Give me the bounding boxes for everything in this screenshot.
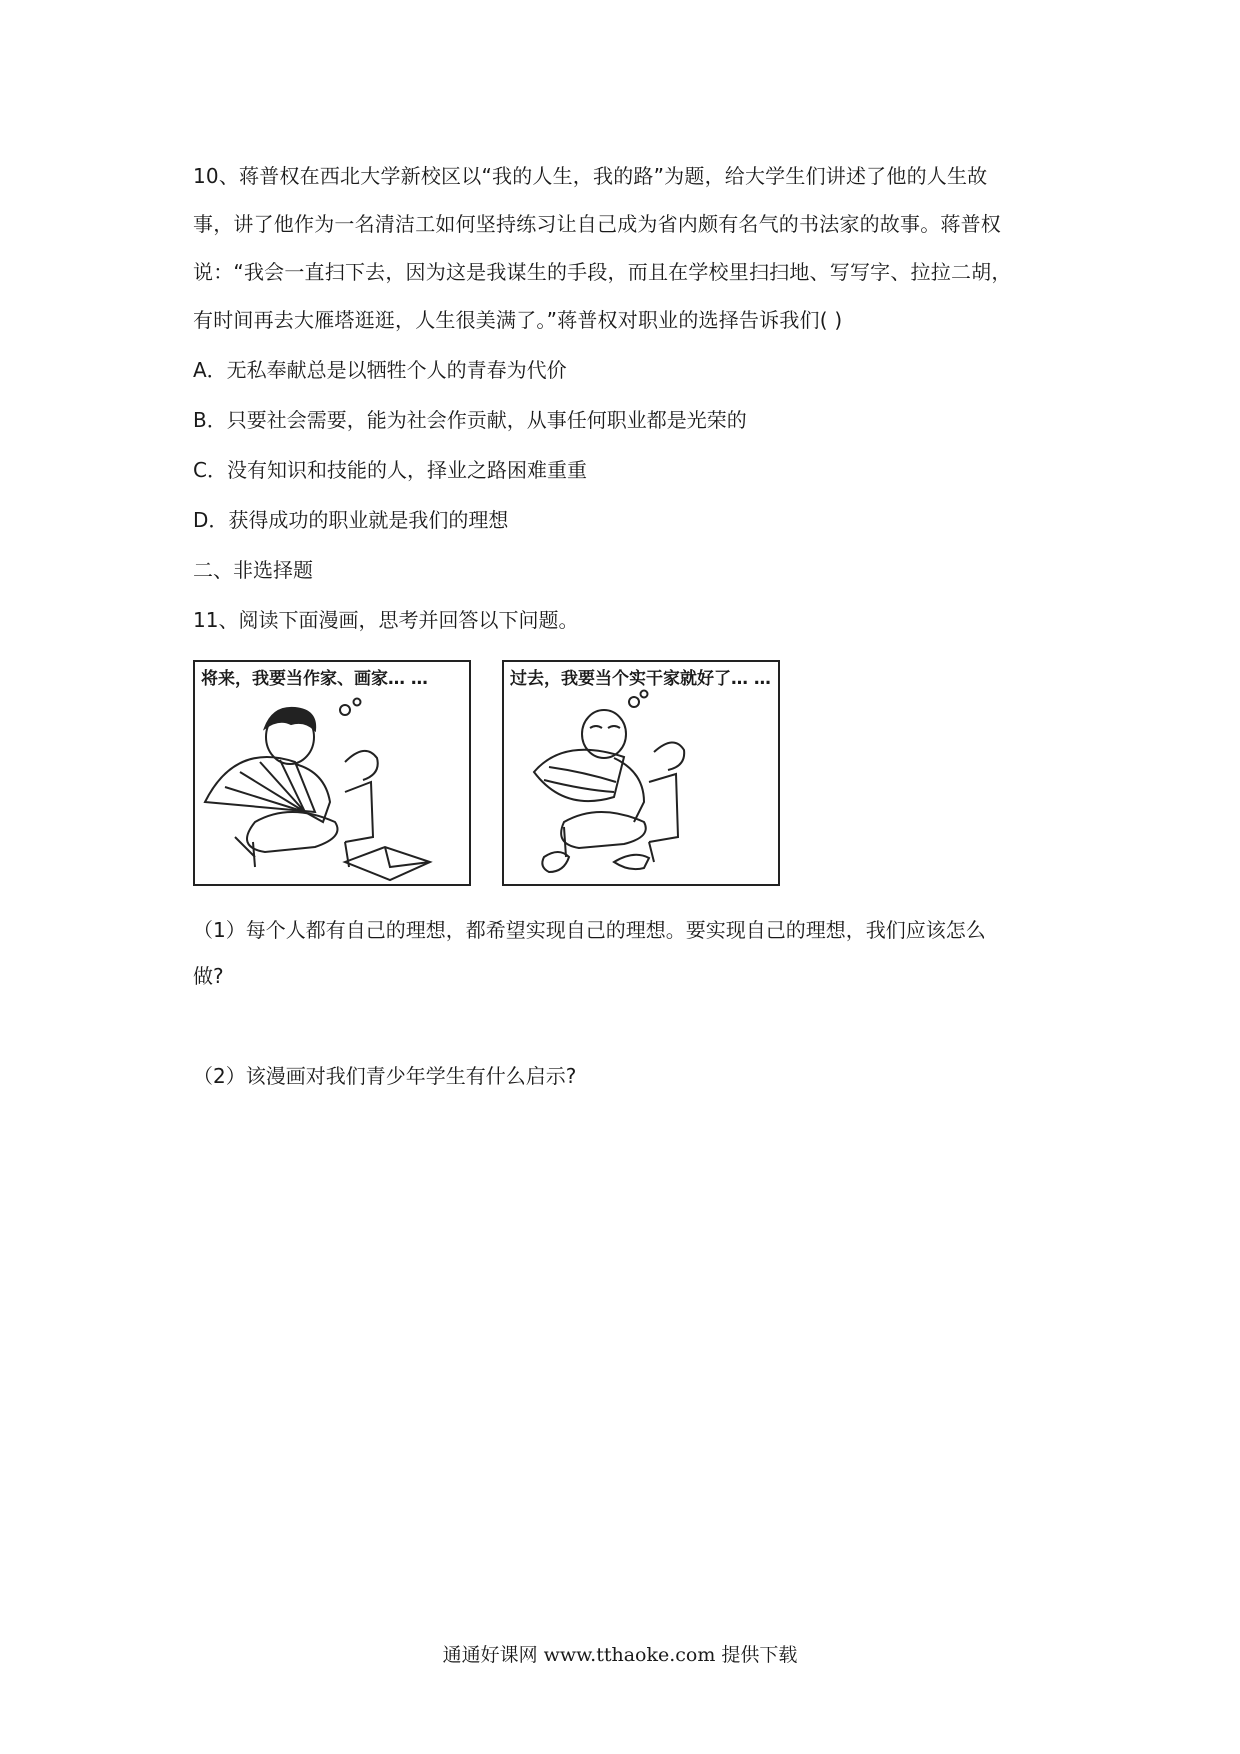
comic-left-caption: 将来，我要当作家、画家… … bbox=[201, 669, 428, 689]
option-d: D．获得成功的职业就是我们的理想 bbox=[193, 508, 509, 532]
question-11-sub-1-line-1: （1）每个人都有自己的理想，都希望实现自己的理想。要实现自己的理想，我们应该怎么 bbox=[193, 918, 986, 942]
comic-right-caption: 过去，我要当个实干家就好了… … bbox=[510, 669, 771, 689]
page-footer: 通通好课网 www.tthaoke.com 提供下载 bbox=[442, 1644, 798, 1666]
comic-panel-right bbox=[502, 660, 780, 886]
question-11-sub-1-line-2: 做? bbox=[193, 964, 224, 988]
section-title: 二、非选择题 bbox=[193, 558, 313, 582]
question-10-line-3: 说：“我会一直扫下去，因为这是我谋生的手段，而且在学校里扫扫地、写写字、拉拉二胡， bbox=[193, 260, 1012, 284]
question-10-line-4: 有时间再去大雁塔逛逛，人生很美满了。”蒋普权对职业的选择告诉我们( ) bbox=[193, 308, 843, 332]
option-c: C．没有知识和技能的人，择业之路困难重重 bbox=[193, 458, 587, 482]
option-b: B．只要社会需要，能为社会作贡献，从事任何职业都是光荣的 bbox=[193, 408, 747, 432]
question-10-line-2: 事，讲了他作为一名清洁工如何坚持练习让自己成为省内颇有名气的书法家的故事。蒋普权 bbox=[193, 212, 1001, 236]
question-10-line-1: 10、蒋普权在西北大学新校区以“我的人生，我的路”为题，给大学生们讲述了他的人生故 bbox=[193, 164, 988, 188]
question-11-sub-2: （2）该漫画对我们青少年学生有什么启示? bbox=[193, 1064, 577, 1088]
old-man-regretting-illustration bbox=[504, 662, 782, 888]
young-man-dreaming-illustration bbox=[195, 662, 473, 888]
question-11-stem: 11、阅读下面漫画，思考并回答以下问题。 bbox=[193, 608, 579, 632]
comic-panel-left bbox=[193, 660, 471, 886]
option-a: A．无私奉献总是以牺牲个人的青春为代价 bbox=[193, 358, 567, 382]
